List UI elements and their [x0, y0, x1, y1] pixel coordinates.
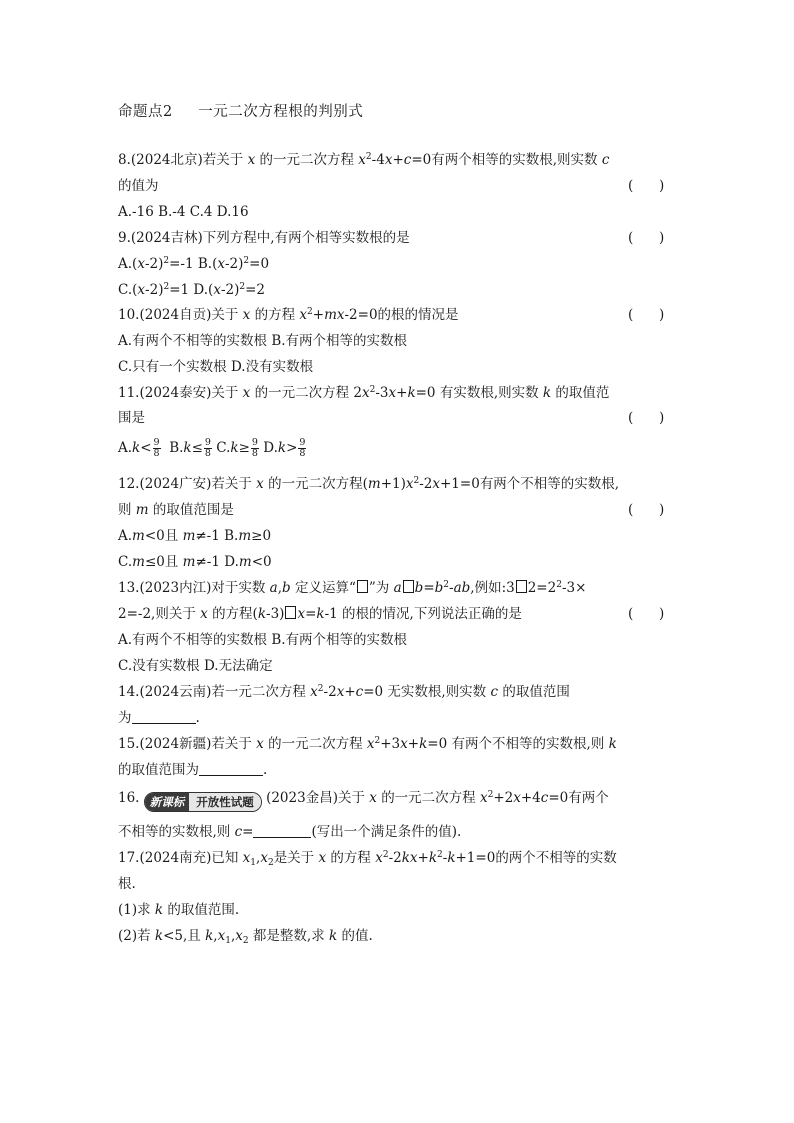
section-heading: [118, 100, 363, 121]
fill-blank-15[interactable]: [199, 761, 263, 776]
question-10-options-ab: A.有两个不相等的实数根 B.有两个相等的实数根: [118, 333, 408, 349]
question-17-line2: 根.: [118, 876, 136, 892]
question-12-options-cd: C.m≤0且 m≠-1 D.m<0: [118, 554, 272, 570]
question-13-line1: 13.(2023内江)对于实数 a,b 定义运算“ ”为 a $b=b^2-ab$,例如:3 $2=2^2-3\times$: [118, 580, 587, 596]
fill-blank-14[interactable]: [132, 709, 196, 724]
question-17-part1: (1)求 k 的取值范围.: [118, 902, 240, 918]
question-16-line2: 不相等的实数根,则 c= (写出一个满足条件的值).: [118, 824, 462, 840]
answer-paren-13: ( ): [628, 606, 665, 622]
question-9-options-cd: $C.(x-2)^2=1$ $D.(x-2)^2=2$: [118, 282, 266, 298]
answer-paren-10: ( ): [628, 307, 665, 323]
section-title: 一元二次方程根的判别式: [198, 104, 364, 120]
question-11-options: A.k< $\frac{9}{8}$ B.k≤ $\frac{9}{8}$ C.k≥ $\frac{9}{8}$ D.k> $\frac{9}{8}$: [118, 437, 306, 459]
question-12-line2: 则 m 的取值范围是: [118, 502, 234, 518]
question-8-line1: 8.(2024北京)若关于 x 的一元二次方程 $x^2-4x+c=0$有两个相等的实数根,则实数 c: [118, 152, 610, 168]
operator-box-symbol: [357, 580, 368, 593]
question-9-stem: 9.(2024吉林)下列方程中,有两个相等实数根的是: [118, 230, 410, 246]
question-12-line1: 12.(2024广安)若关于 x 的一元二次方程$(m+1)x^2-2x+1=0$有两个不相等的实数根,: [118, 476, 620, 492]
question-10-options-cd: C.只有一个实数根 D.没有实数根: [118, 359, 314, 375]
question-11-line1: 11.(2024泰安)关于 x 的一元二次方程 $2x^2-3x+k=0$ 有实数根,则实数 k 的取值范: [118, 385, 610, 401]
question-13-options-ab: A.有两个不相等的实数根 B.有两个相等的实数根: [118, 632, 408, 648]
question-17-line1: 17.(2024南充)已知 $x_1,x_2$是关于 x 的方程 $x^2-2kx+k^2-k+1=0$的两个不相等的实数: [118, 850, 617, 868]
question-15-line2: 的取值范围为 .: [118, 762, 268, 778]
question-16-line1: 16. 新课标 开放性试题 (2023金昌)关于 x 的一元二次方程 $x^2+2x+4c=0$有两个: [118, 788, 609, 812]
question-8-line2: 的值为: [118, 178, 159, 194]
fill-blank-16[interactable]: [253, 823, 311, 838]
question-12-options-ab: A.m<0且 m≠-1 B.m≥0: [118, 528, 272, 544]
question-14-line2: 为 .: [118, 710, 200, 726]
question-13-line2: 2=-2,则关于 x 的方程(k-3) x=k-1 的根的情况,下列说法正确的是: [118, 606, 522, 622]
answer-paren-11: ( ): [628, 410, 665, 426]
question-13-options-cd: C.没有实数根 D.无法确定: [118, 658, 273, 674]
answer-paren-8: ( ): [628, 178, 665, 194]
question-10-stem: 10.(2024自贡)关于 x 的方程 $x^2+mx-2=0$的根的情况是: [118, 307, 459, 323]
question-14-line1: 14.(2024云南)若一元二次方程 $x^2-2x+c=0$ 无实数根,则实数 c 的取值范围: [118, 684, 570, 700]
answer-paren-12: ( ): [628, 502, 665, 518]
question-8-options: A.-16 B.-4 C.4 D.16: [118, 204, 249, 220]
question-17-part2: (2)若 k<5,且 $k,x_1,x_2$ 都是整数,求 k 的值.: [118, 928, 373, 946]
new-curriculum-badge: 新课标 开放性试题: [144, 792, 262, 812]
section-label: 命题点2: [118, 104, 173, 120]
answer-paren-9: ( ): [628, 230, 665, 246]
question-15-line1: 15.(2024新疆)若关于 x 的一元二次方程 $x^2+3x+k=0$ 有两个不相等的实数根,则 k: [118, 736, 617, 752]
question-11-line2: 围是: [118, 410, 145, 426]
question-9-options-ab: $A.(x-2)^2=-1$ $B.(x-2)^2=0$: [118, 256, 270, 272]
